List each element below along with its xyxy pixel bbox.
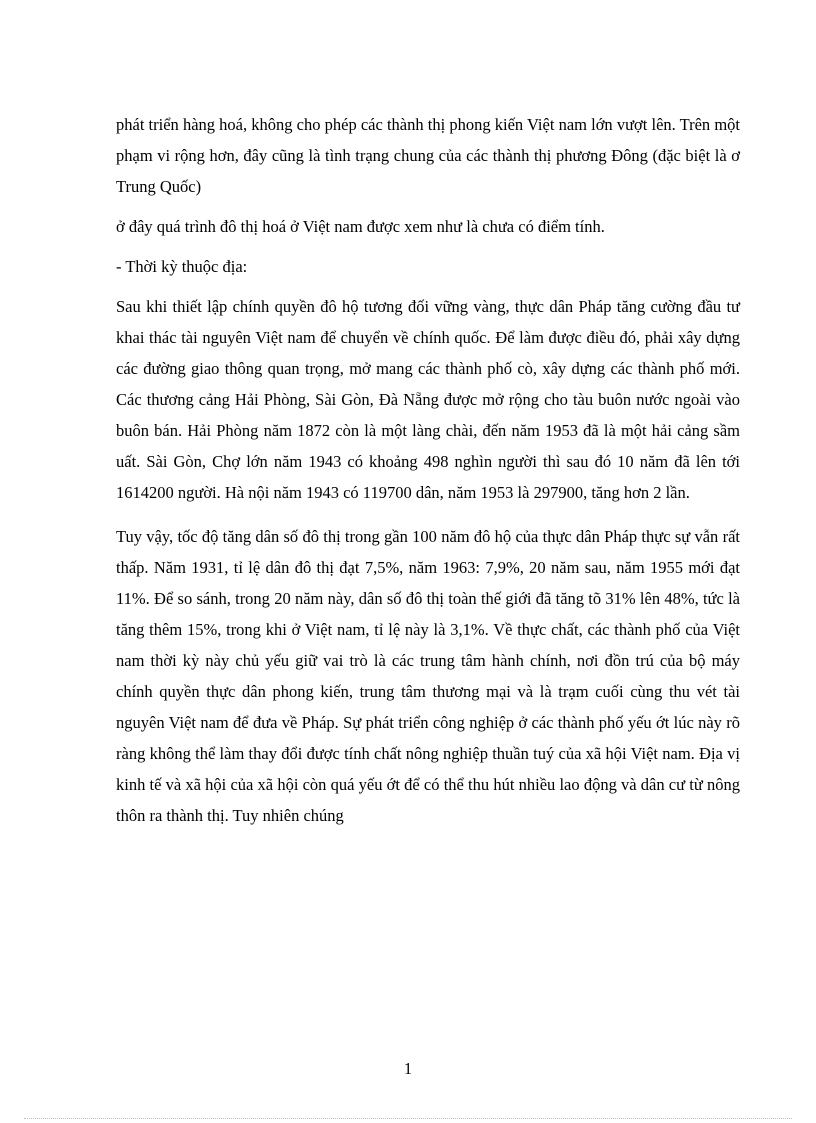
paragraph-urbanization-note: ở đây quá trình đô thị hoá ở Việt nam được xem như là chưa có điểm tính. (116, 217, 605, 236)
paragraph-urban-population-growth: Tuy vậy, tốc độ tăng dân số đô thị trong gần 100 năm đô hộ của thực dân Pháp thực sự vẫn rất thấp. Năm 1931, tỉ lệ dân đô thị đạt 7,5%, năm 1963: 7,9%, 20 năm sau, năm 1955 mới đạt 11%. Để so sánh, trong 20 năm này, dân số đô thị toàn thế giới đã tăng tõ 31% lên 48%, tức là tăng thêm 15%, trong khi ở Việt nam, tỉ lệ này là 3,1%. Về thực chất, các thành phố của Việt nam thời kỳ này chủ yếu giữ vai trò là các trung tâm hành chính, nơi đồn trú của bộ máy chính quyền thực dân phong kiến, trung tâm thương mại và là trạm cuối cùng thu vét tài nguyên Việt nam để đưa về Pháp. Sự phát triển công nghiệp ở các thành phố yếu ớt lúc này rõ ràng không thể làm thay đổi được tính chất nông nghiệp thuần tuý của xã hội Việt nam. Địa vị kinh tế và xã hội của xã hội còn quá yếu ớt để có thể thu hút nhiều lao động và dân cư từ nông thôn ra thành thị. Tuy nhiên chúng (116, 527, 740, 825)
paragraph-french-exploitation: Sau khi thiết lập chính quyền đô hộ tương đối vững vàng, thực dân Pháp tăng cường đầu tư khai thác tài nguyên Việt nam để chuyển về chính quốc. Để làm được điều đó, phải xây dựng các đường giao thông quan trọng, mở mang các thành phố cò, xây dựng các thành phố mới. Các thương cảng Hải Phòng, Sài Gòn, Đà Nẵng được mở rộng cho tàu buôn nước ngoài vào buôn bán. Hải Phòng năm 1872 còn là một làng chài, đến năm 1953 đã là một hải cảng sầm uất. Sài Gòn, Chợ lớn năm 1943 có khoảng 498 nghìn người thì sau đó 10 năm đã lên tới 1614200 người. Hà nội năm 1943 có 119700 dân, năm 1953 là 297900, tăng hơn 2 lần. (116, 297, 740, 502)
page-bottom-border (24, 1118, 792, 1119)
paragraph-commodity-development: phát triển hàng hoá, không cho phép các thành thị phong kiến Việt nam lớn vượt lên. Trên một phạm vi rộng hơn, đây cũng là tình trạng chung của các thành thị phương Đông (đặc biệt là ơ Trung Quốc) (116, 115, 740, 196)
page-number: 1 (403, 1059, 413, 1078)
section-heading-colonial-period: - Thời kỳ thuộc địa: (116, 257, 248, 276)
document-body (116, 109, 740, 831)
